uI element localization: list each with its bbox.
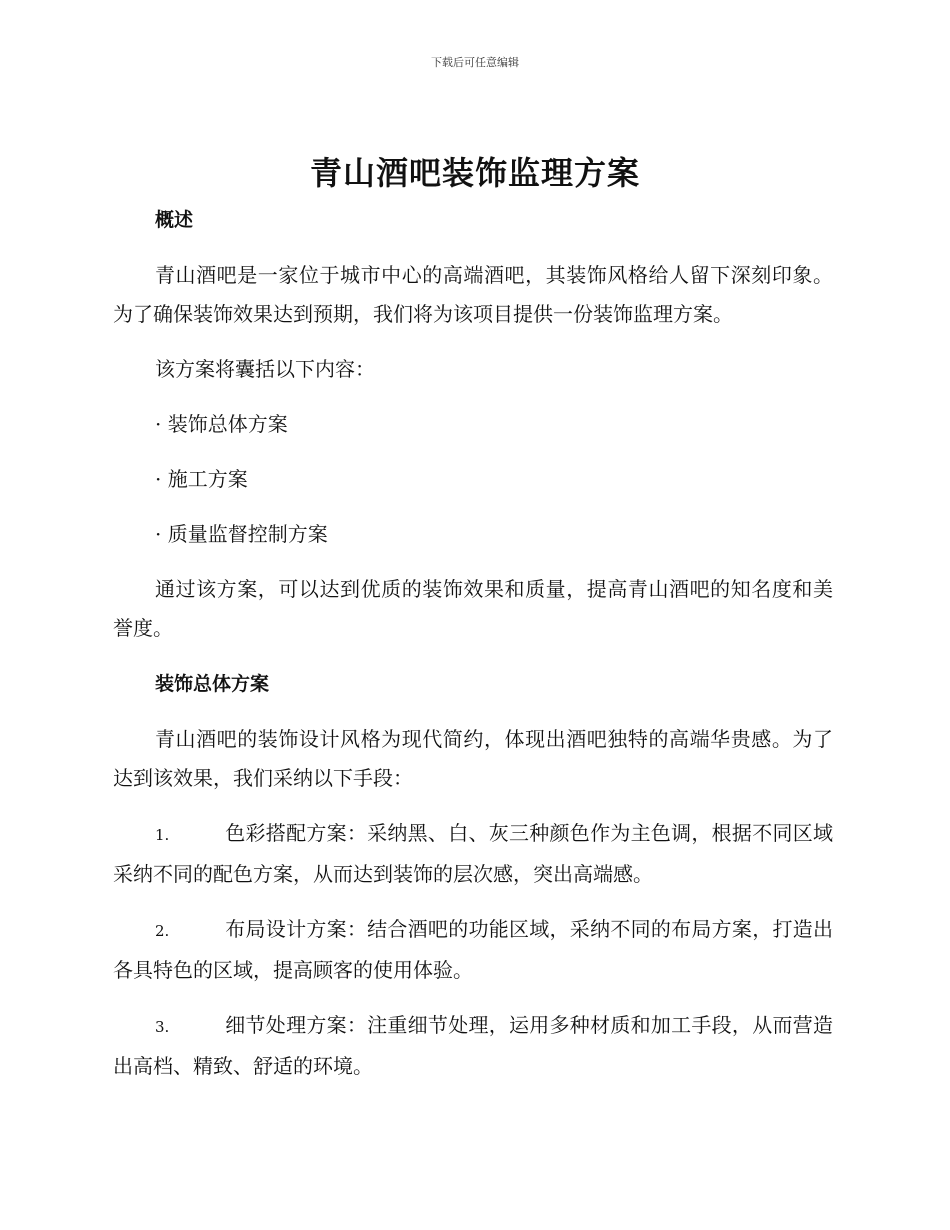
document-body xyxy=(113,200,833,1086)
item-text: 布局设计方案：结合酒吧的功能区域，采纳不同的布局方案，打造出各具特色的区域，提高顾客的使用体验。 xyxy=(113,917,833,982)
numbered-item xyxy=(113,814,833,894)
item-number: 1. xyxy=(155,826,170,844)
item-number: 3. xyxy=(155,1018,170,1036)
item-text: 色彩搭配方案：采纳黑、白、灰三种颜色作为主色调，根据不同区域采纳不同的配色方案，从而达到装饰的层次感，突出高端感。 xyxy=(113,821,833,886)
section-heading-overall-plan: 装饰总体方案 xyxy=(155,673,270,695)
overview-conclusion-paragraph: 通过该方案，可以达到优质的装饰效果和质量，提高青山酒吧的知名度和美誉度。 xyxy=(113,577,833,640)
bullet-item: · 装饰总体方案 xyxy=(155,412,288,436)
numbered-item xyxy=(113,1006,833,1086)
header-note: 下载后可任意编辑 xyxy=(431,56,519,69)
item-number: 2. xyxy=(155,922,170,940)
list-intro-paragraph: 该方案将囊括以下内容： xyxy=(155,357,375,381)
bullet-item: · 质量监督控制方案 xyxy=(155,522,328,546)
numbered-item xyxy=(113,910,833,990)
overall-plan-intro-paragraph: 青山酒吧的装饰设计风格为现代简约，体现出酒吧独特的高端华贵感。为了达到该效果，我们采纳以下手段： xyxy=(113,727,833,790)
item-text: 细节处理方案：注重细节处理，运用多种材质和加工手段，从而营造出高档、精致、舒适的环境。 xyxy=(113,1013,833,1078)
section-heading-overview: 概述 xyxy=(155,209,194,231)
document-title: 青山酒吧装饰监理方案 xyxy=(309,154,640,192)
overview-intro-paragraph: 青山酒吧是一家位于城市中心的高端酒吧，其装饰风格给人留下深刻印象。为了确保装饰效果达到预期，我们将为该项目提供一份装饰监理方案。 xyxy=(113,263,833,326)
bullet-item: · 施工方案 xyxy=(155,467,248,491)
